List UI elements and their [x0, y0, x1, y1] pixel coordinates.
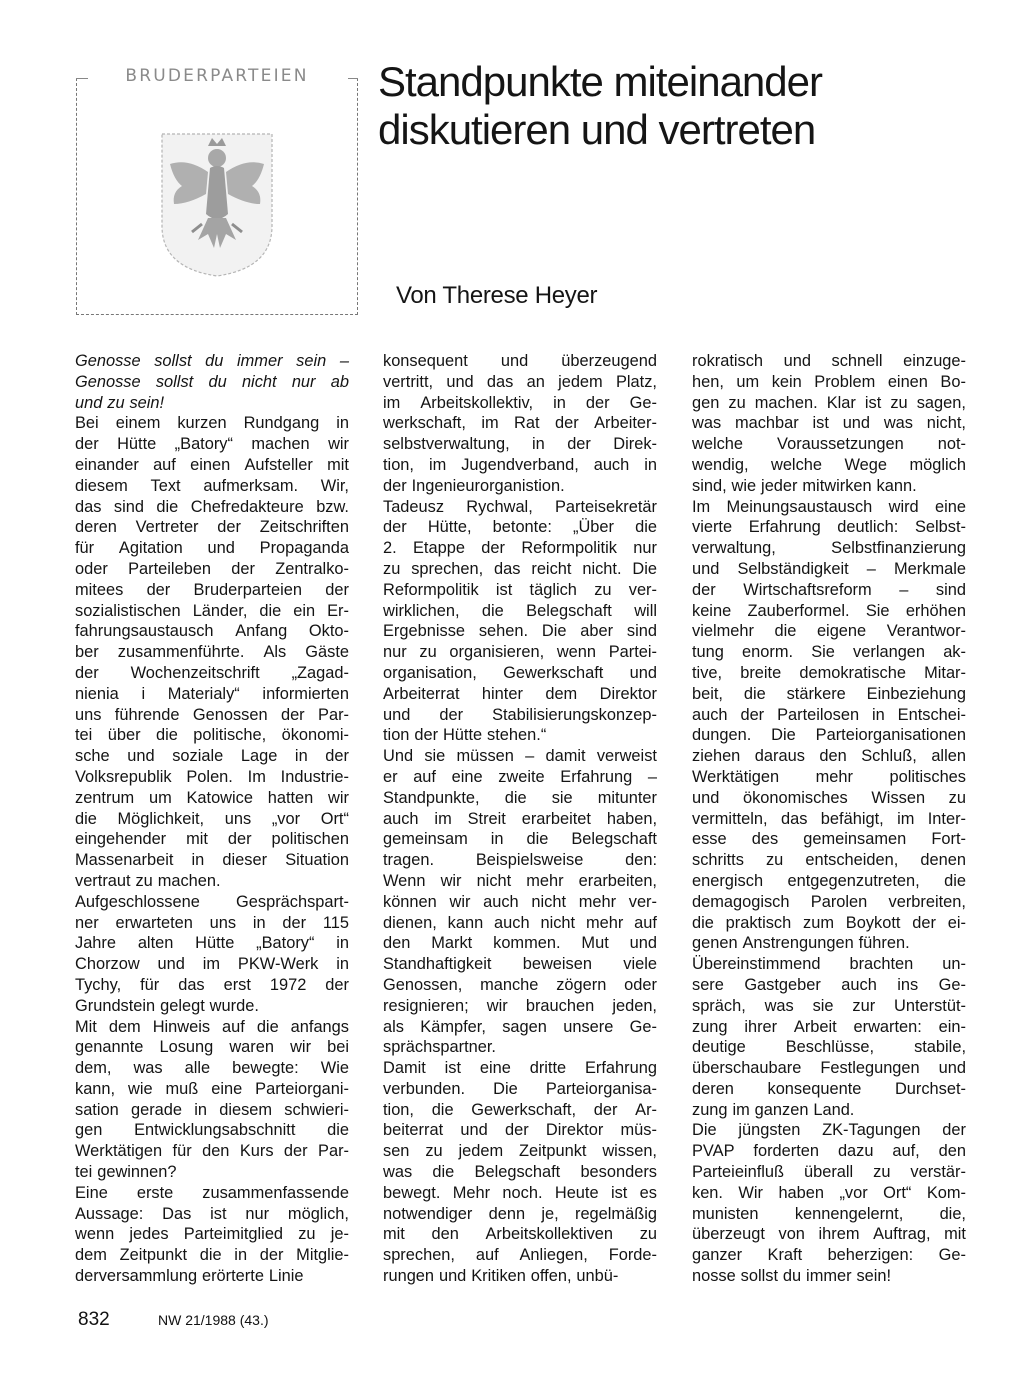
text-line: esse des gemeinsamen Fort- [692, 830, 966, 849]
text-line: tive, breite demokratische Mitar- [692, 663, 966, 682]
text-line: PVAP forderten dazu auf, den [692, 1142, 966, 1161]
text-line: eingehender mit der politischen [75, 830, 349, 849]
text-line: Wenn wir nicht mehr erarbeiten, [383, 871, 657, 890]
text-line: energisch entgegenzutreten, die [692, 871, 966, 890]
text-line: schritts zu entscheiden, denen [692, 851, 966, 870]
text-line: auch der Parteilosen in Entschei- [692, 705, 966, 724]
text-line: und der Stabilisierungskonzep- [383, 705, 657, 724]
text-line: deren konsequente Durchset- [692, 1079, 966, 1098]
text-line: Grundstein gelegt wurde. [75, 996, 259, 1015]
text-line: sation gerade in diesem schwieri- [75, 1100, 349, 1119]
text-line: vertritt, und das an jedem Platz, [383, 372, 657, 391]
text-line: wendig, welche Wege möglich [692, 455, 966, 474]
text-line: rungen und Kritiken offen, unbü- [383, 1267, 619, 1286]
text-line: zung im ganzen Land. [692, 1100, 855, 1119]
text-line: was die Belegschaft besonders [383, 1163, 657, 1182]
text-line: gemeinsam in die Belegschaft [383, 830, 657, 849]
text-line: tion, die Gewerkschaft, der Ar- [383, 1100, 657, 1119]
text-line: zung ihrer Arbeit erwarten: ein- [692, 1017, 966, 1036]
text-line: Und sie müssen – damit verweist [383, 747, 657, 766]
text-line: sozialistischen Länder, die ein Er- [75, 601, 349, 620]
text-line: wirklichen, die Belegschaft will [383, 601, 657, 620]
text-line: tei gewinnen? [75, 1163, 177, 1182]
headline-line-1: Standpunkte miteinander [378, 58, 822, 105]
text-line: der Wirtschaftsreform – sind [692, 580, 966, 599]
issue-reference: NW 21/1988 (43.) [158, 1312, 269, 1328]
text-line: sche und soziale Lage in der [75, 747, 349, 766]
text-line: Volksrepublik Polen. Im Industrie- [75, 767, 349, 786]
text-line: der Wochenzeitschrift „Zagad- [75, 663, 349, 682]
text-line: bewegt. Mehr noch. Heute ist es [383, 1183, 657, 1202]
text-line: verbunden. Die Parteiorganisa- [383, 1079, 657, 1098]
text-line: sprächspartner. [383, 1038, 496, 1057]
text-line: die Möglichkeit, uns „vor Ort“ [75, 809, 349, 828]
text-line: vertraut zu machen. [75, 871, 221, 890]
text-line: Jahre alten Hütte „Batory“ in [75, 934, 349, 953]
text-line: mitees der Bruderparteien der [75, 580, 349, 599]
text-line: uns führende Genossen der Par- [75, 705, 349, 724]
text-line: 2. Etappe der Reformpolitik nur [383, 539, 657, 558]
text-line: diesem Text aufmerksam. Wir, [75, 476, 349, 495]
text-line: Genosse sollst du immer sein – [75, 352, 349, 370]
text-line: überzeugt von ihrem Auftrag, mit [692, 1225, 966, 1244]
text-line: hen, um kein Problem einen Bo- [692, 372, 966, 391]
text-line: Mit dem Hinweis auf die anfangs [75, 1017, 349, 1036]
text-line: und zu sein! [75, 393, 165, 412]
text-line: tion der Hütte stehen.“ [383, 726, 547, 745]
text-line: demagogisch Parolen verbreiten, [692, 892, 966, 911]
text-line: notwendiger denn je, regelmäßig [383, 1204, 657, 1223]
text-line: für Agitation und Propaganda [75, 539, 349, 558]
text-line: überschaubare Festlegungen und [692, 1059, 966, 1078]
text-line: sen zu jedem Zeitpunkt wissen, [383, 1142, 657, 1161]
text-line: vierte Erfahrung deutlich: Selbst- [692, 518, 966, 537]
article-headline [378, 58, 978, 154]
text-line: sprechen, auf Anliegen, Forde- [383, 1246, 657, 1265]
text-line: der Hütte „Batory“ machen wir [75, 435, 349, 454]
text-line: Eine erste zusammenfassende [75, 1183, 349, 1202]
text-line: konsequent und überzeugend [383, 352, 657, 370]
text-line: können wir auch nicht mehr ver- [383, 892, 657, 911]
text-line: er auf eine zweite Erfahrung – [383, 767, 657, 786]
text-line: Standpunkte, die sie mitunter [383, 788, 657, 807]
text-line: Übereinstimmend brachten un- [692, 955, 966, 974]
text-line: gen zu machen. Klar ist zu sagen, [692, 393, 966, 412]
text-line: munisten kennengelernt, die, [692, 1204, 966, 1223]
text-line: Bei einem kurzen Rundgang in [75, 414, 349, 433]
text-line: der Ingenieurorganistion. [383, 476, 565, 495]
text-line: im Arbeitskollektiv, in der Ge- [383, 393, 657, 412]
text-line: was machbar ist und was nicht, [692, 414, 966, 433]
text-line: nosse sollst du immer sein! [692, 1267, 892, 1286]
text-line: sind, wie jeder mitwirken kann. [692, 476, 917, 495]
text-line: Ergebnisse sehen. Die aber sind [383, 622, 657, 641]
text-line: nienia i Materialy“ informierten [75, 684, 349, 703]
text-line: zentrum um Katowice hatten wir [75, 788, 349, 807]
text-line: gen Entwicklungsabschnitt die [75, 1121, 349, 1140]
page-number: 832 [78, 1309, 110, 1330]
text-line: dienen, kann auch nicht mehr auf [383, 913, 657, 932]
text-line: die praktisch zum Boykott der ei- [692, 913, 966, 932]
text-line: wenn jedes Parteimitglied zu je- [75, 1225, 349, 1244]
text-line: dem Zeitpunkt die in der Mitglie- [75, 1246, 349, 1265]
text-line: Tadeusz Rychwal, Parteisekretär [383, 497, 657, 516]
text-line: auch im Streit erarbeitet haben, [383, 809, 657, 828]
text-line: Im Meinungsaustausch wird eine [692, 497, 966, 516]
text-line: Aufgeschlossene Gesprächspart- [75, 892, 349, 911]
text-line: beiterrat und der Direktor müs- [383, 1121, 657, 1140]
text-line: resignieren; wir brauchen jeden, [383, 996, 657, 1015]
section-label: BRUDERPARTEIEN [125, 66, 309, 86]
text-line: Die jüngsten ZK-Tagungen der [692, 1121, 966, 1140]
text-line: Reformpolitik ist täglich zu ver- [383, 580, 657, 599]
text-line: tung enorm. Sie verlangen ak- [692, 643, 966, 662]
text-line: Tychy, für das erst 1972 der [75, 975, 349, 994]
text-line: genannte Losung waren wir bei [75, 1038, 349, 1057]
text-line: welche Voraussetzungen not- [692, 435, 966, 454]
article-column-1 [75, 351, 349, 1287]
text-line: Parteieinfluß überall zu verstär- [692, 1163, 966, 1182]
text-line: ganzer Kraft beherzigen: Ge- [692, 1246, 966, 1265]
text-line: den Markt kommen. Mut und [383, 934, 657, 953]
text-line: Aussage: Das ist nur möglich, [75, 1204, 349, 1223]
text-line: genen Anstrengungen führen. [692, 934, 910, 953]
text-line: dem, was alle bewegte: Wie [75, 1059, 349, 1078]
text-line: ken. Wir haben „vor Ort“ Kom- [692, 1183, 966, 1202]
text-line: rokratisch und schnell einzuge- [692, 352, 966, 370]
article-column-2 [383, 351, 657, 1287]
headline-line-2: diskutieren und vertreten [378, 106, 816, 153]
text-line: derversammlung erörterte Linie [75, 1267, 304, 1286]
text-line: deutige Beschlüsse, stabile, [692, 1038, 966, 1057]
text-line: verwaltung, Selbstfinanzierung [692, 539, 966, 558]
text-line: das sind die Chefredakteure bzw. [75, 497, 349, 516]
text-line: nur zu organisieren, wenn Partei- [383, 643, 657, 662]
text-line: Arbeiterrat hinter dem Direktor [383, 684, 657, 703]
text-line: Werktätigen für den Kurs der Par- [75, 1142, 349, 1161]
text-line: keine Zauberformel. Sie erhöhen [692, 601, 966, 620]
text-line: tragen. Beispielsweise den: [383, 851, 657, 870]
article-column-3 [692, 351, 966, 1287]
text-line: der Hütte, betonte: „Über die [383, 518, 657, 537]
text-line: und ökonomisches Wissen zu [692, 788, 966, 807]
author-byline: Von Therese Heyer [396, 282, 598, 309]
text-line: ziehen daraus den Schluß, allen [692, 747, 966, 766]
text-line: werkschaft, im Rat der Arbeiter- [383, 414, 657, 433]
text-line: deren Vertreter der Zeitschriften [75, 518, 349, 537]
text-line: organisation, Gewerkschaft und [383, 663, 657, 682]
text-line: vermitteln, das befähigt, im Inter- [692, 809, 966, 828]
text-line: zu sprechen, das reicht nicht. Die [383, 559, 657, 578]
text-line: als Kämpfer, sagen unsere Ge- [383, 1017, 657, 1036]
text-line: dungen. Die Parteiorganisationen [692, 726, 966, 745]
text-line: Genossen, manche zögern oder [383, 975, 657, 994]
white-eagle-emblem-icon [158, 128, 276, 278]
text-line: Standhaftigkeit beweisen viele [383, 955, 657, 974]
text-line: einander auf einen Aufsteller mit [75, 455, 349, 474]
text-line: ber zusammenführte. Als Gäste [75, 643, 349, 662]
text-line: mit den Arbeitskollektiven zu [383, 1225, 657, 1244]
text-line: ner erwarteten uns in der 115 [75, 913, 349, 932]
text-line: sere Gastgeber auch ins Ge- [692, 975, 966, 994]
text-line: spräch, was sie zur Unterstüt- [692, 996, 966, 1015]
text-line: Werktätigen mehr politisches [692, 767, 966, 786]
text-line: selbstverwaltung, in der Direk- [383, 435, 657, 454]
text-line: Damit ist eine dritte Erfahrung [383, 1059, 657, 1078]
text-line: tei über die politische, ökonomi- [75, 726, 349, 745]
text-line: oder Parteileben der Zentralko- [75, 559, 349, 578]
text-line: vielmehr die eigene Verantwor- [692, 622, 966, 641]
text-line: Massenarbeit in dieser Situation [75, 851, 349, 870]
text-line: tion, im Jugendverband, auch in [383, 455, 657, 474]
text-line: und Selbständigkeit – Merkmale [692, 559, 966, 578]
text-line: Genosse sollst du nicht nur ab [75, 372, 349, 391]
text-line: Chorzow und im PKW-Werk in [75, 955, 349, 974]
text-line: fahrungsaustausch Anfang Okto- [75, 622, 349, 641]
text-line: kann, wie muß eine Parteiorgani- [75, 1079, 349, 1098]
text-line: beit, die stärkere Einbeziehung [692, 684, 966, 703]
